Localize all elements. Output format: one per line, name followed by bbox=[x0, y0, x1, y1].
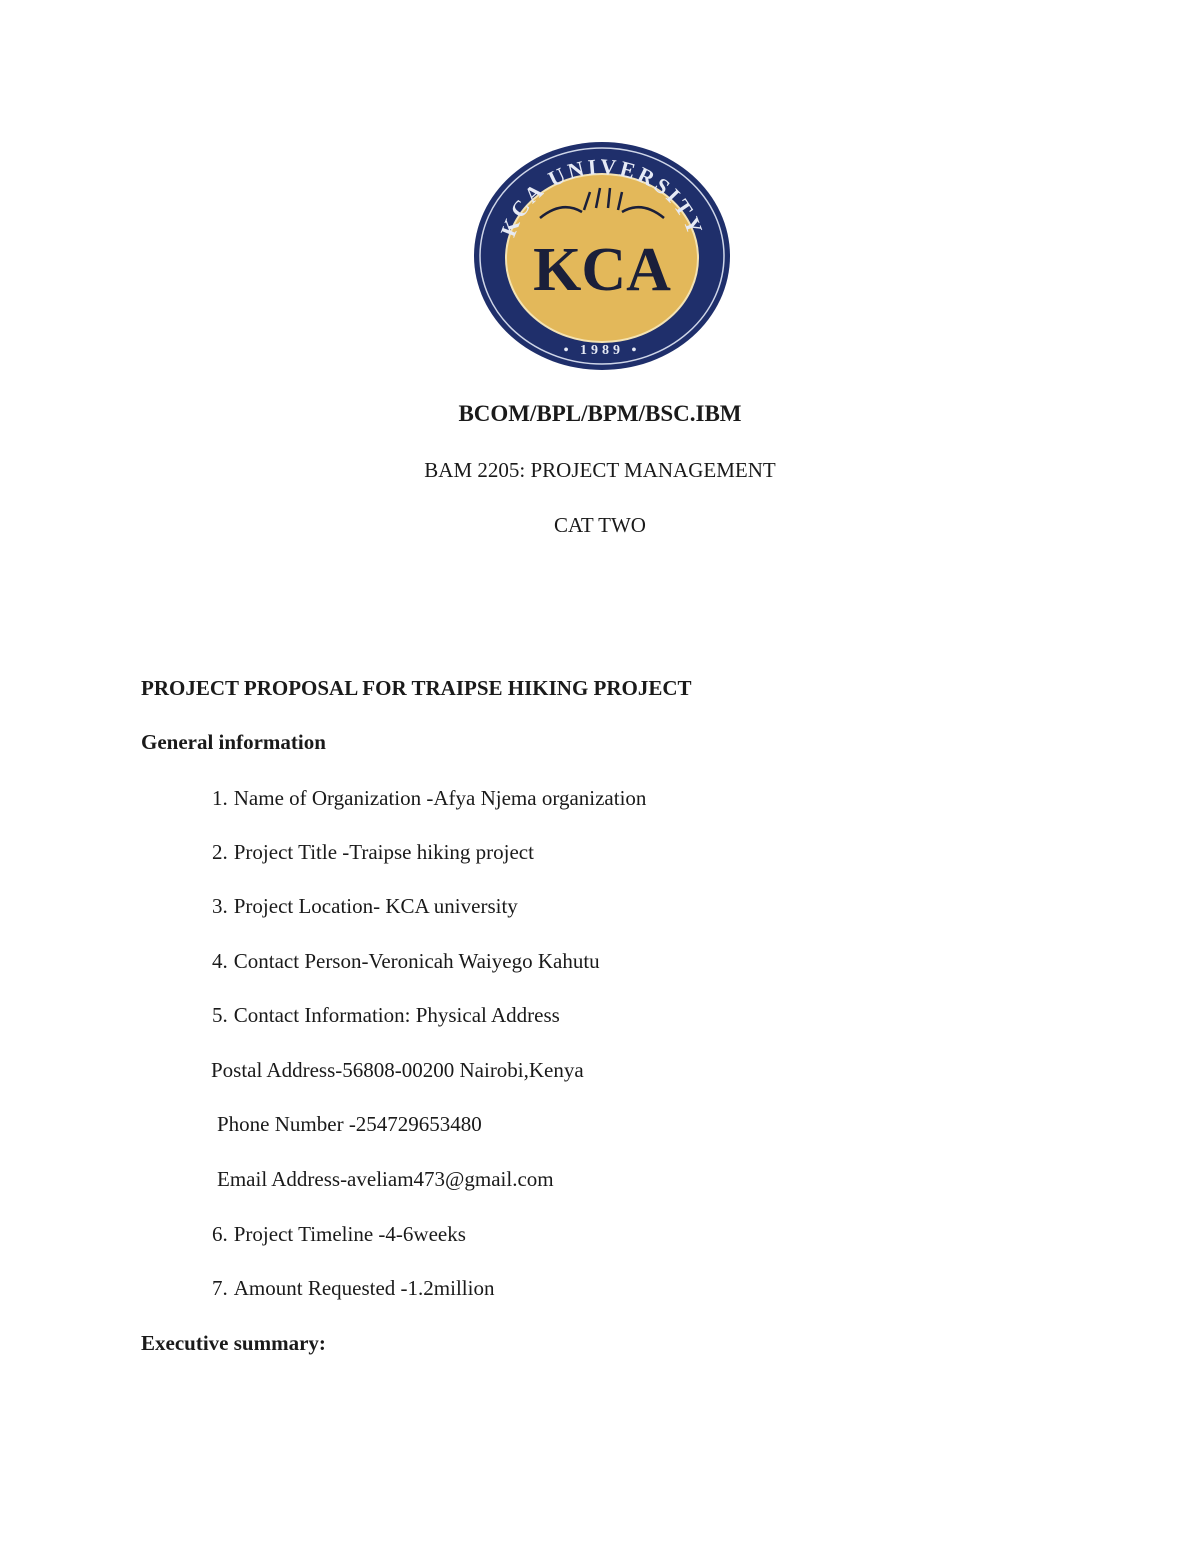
kca-seal-icon bbox=[472, 140, 732, 370]
postal-address: Postal Address-56808-00200 Nairobi,Kenya bbox=[211, 1058, 584, 1082]
list-item-timeline bbox=[212, 1220, 466, 1248]
svg-text:• 1989 •: • 1989 • bbox=[563, 343, 641, 358]
list-item-amount bbox=[212, 1274, 494, 1302]
programmes-heading: BCOM/BPL/BPM/BSC.IBM bbox=[458, 401, 742, 426]
list-number: 7. bbox=[212, 1276, 228, 1300]
svg-text:KCA UNIVERSITY: KCA UNIVERSITY bbox=[495, 153, 709, 241]
list-item-contact-person bbox=[212, 947, 600, 975]
general-info-heading: General information bbox=[141, 730, 326, 754]
email-address: Email Address-aveliam473@gmail.com bbox=[217, 1167, 554, 1191]
list-text: Name of Organization -Afya Njema organization bbox=[233, 786, 647, 810]
list-text: Amount Requested -1.2million bbox=[233, 1276, 495, 1300]
list-item-location bbox=[212, 892, 518, 920]
list-item-title bbox=[212, 838, 534, 866]
list-text: Contact Information: Physical Address bbox=[233, 1003, 560, 1027]
executive-summary-heading: Executive summary: bbox=[141, 1331, 326, 1355]
list-item-organization bbox=[212, 784, 646, 812]
list-item-contact-info bbox=[212, 1001, 560, 1029]
course-heading: BAM 2205: PROJECT MANAGEMENT bbox=[424, 458, 776, 482]
list-number: 5. bbox=[212, 1003, 228, 1027]
phone-number: Phone Number -254729653480 bbox=[217, 1112, 482, 1136]
list-number: 3. bbox=[212, 894, 228, 918]
university-logo bbox=[472, 140, 732, 370]
assessment-heading: CAT TWO bbox=[554, 513, 646, 537]
list-text: Contact Person-Veronicah Waiyego Kahutu bbox=[233, 949, 600, 973]
list-number: 1. bbox=[212, 786, 228, 810]
proposal-title: PROJECT PROPOSAL FOR TRAIPSE HIKING PROJECT bbox=[141, 676, 692, 700]
list-number: 4. bbox=[212, 949, 228, 973]
list-text: Project Title -Traipse hiking project bbox=[233, 840, 534, 864]
list-number: 2. bbox=[212, 840, 228, 864]
list-text: Project Timeline -4-6weeks bbox=[233, 1222, 466, 1246]
list-number: 6. bbox=[212, 1222, 228, 1246]
svg-text:KCA: KCA bbox=[533, 236, 671, 304]
list-text: Project Location- KCA university bbox=[233, 894, 518, 918]
